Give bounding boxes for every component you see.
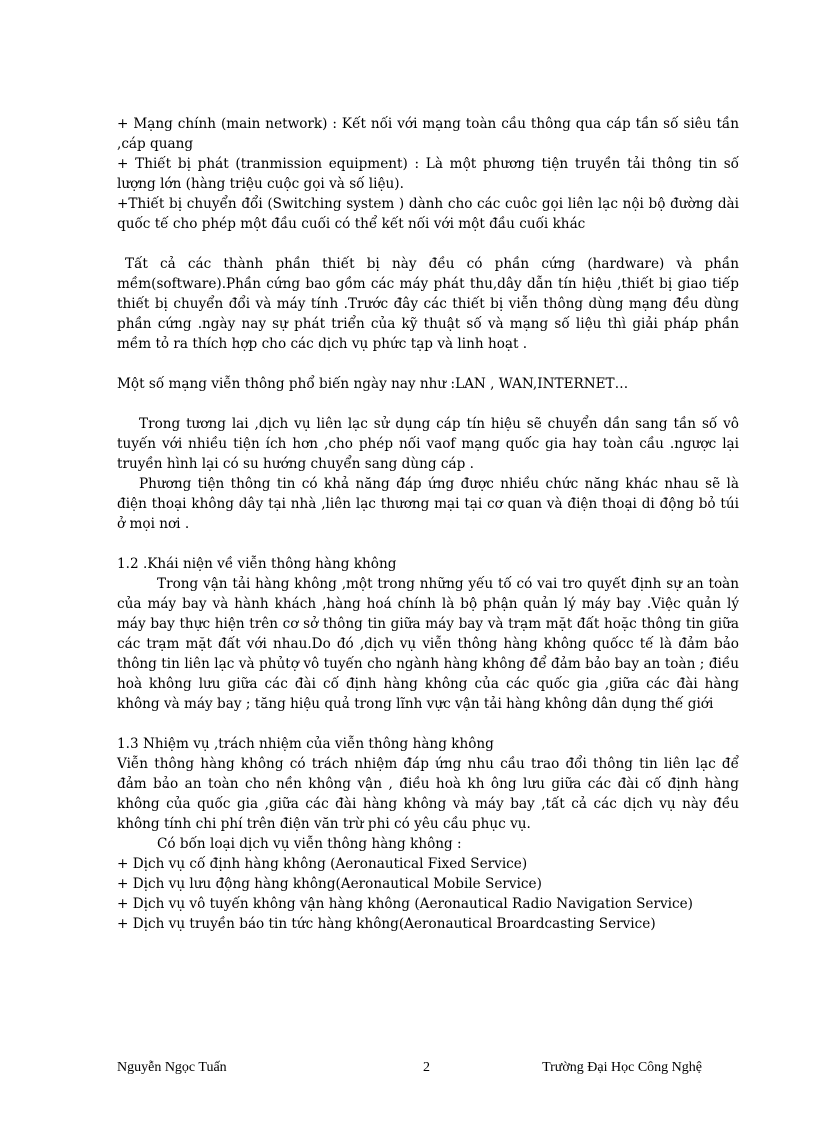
- intro-item-transmission: + Thiết bị phát (tranmission equipment) : Là một phương tiện truyền tải thông tin số lượng lớn (hàng triệu cuộc gọi và số liệu).: [117, 156, 739, 192]
- spacer: [117, 714, 739, 734]
- service-item-fixed: + Dịch vụ cố định hàng không (Aeronautical Fixed Service): [117, 856, 528, 872]
- service-item-broadcasting: + Dịch vụ truyền báo tin tức hàng không(Aeronautical Broardcasting Service): [117, 916, 656, 932]
- spacer: [117, 394, 739, 414]
- page-footer: [117, 1058, 702, 1078]
- footer-author: Nguyễn Ngọc Tuấn: [117, 1060, 227, 1075]
- networks-line: Một số mạng viễn thông phổ biến ngày nay như :LAN , WAN,INTERNET…: [117, 376, 629, 392]
- hardware-paragraph: Tất cả các thành phần thiết bị này đều có phần cứng (hardware) và phần mềm(software).Phần cứng bao gồm các máy phát thu,dây dẫn tín hiệu ,thiết bị giao tiếp thiết bị chuyển đổi và máy tính .Trước đây các thiết bị viễn thông dùng mạng đều dùng phần cứng .ngày nay sự phát triển của kỹ thuật số và mạng số liệu thì giải pháp phần mềm tỏ ra thích hợp cho các dịch vụ phức tạp và linh hoạt .: [117, 256, 739, 352]
- footer-page-number: 2: [423, 1060, 430, 1075]
- section-1-3-heading: 1.3 Nhiệm vụ ,trách nhiệm của viễn thông hàng không: [117, 736, 494, 752]
- services-intro: Có bốn loại dịch vụ viễn thông hàng không :: [157, 836, 462, 852]
- section-1-3-paragraph: Viễn thông hàng không có trách nhiệm đáp ứng nhu cầu trao đổi thông tin liên lạc để đảm bảo an toàn cho nền không vận , điều hoà kh ông lưu giữa các đài cố định hàng không của quốc gia ,giữa các đài hàng không và máy bay ,tất cả các dịch vụ này đều không tính chi phí trên điện văn trừ phi có yêu cầu phục vụ.: [117, 756, 739, 832]
- spacer: [117, 534, 739, 554]
- media-paragraph: Phương tiện thông tin có khả năng đáp ứng được nhiều chức năng khác nhau sẽ là điện thoại không dây tại nhà ,liên lạc thương mại tại cơ quan và điện thoại di động bỏ túi ở mọi nơi .: [117, 476, 739, 532]
- intro-item-main-network: + Mạng chính (main network) : Kết nối với mạng toàn cầu thông qua cáp tần số siêu tần ,cáp quang: [117, 116, 739, 152]
- section-1-2-paragraph: Trong vận tải hàng không ,một trong những yếu tố có vai tro quyết định sự an toàn của máy bay và hành khách ,hàng hoá chính là bộ phận quản lý máy bay .Việc quản lý máy bay thực hiện trên cơ sở thông tin giữa máy bay và trạm mặt đất hoặc thông tin giữa các trạm mặt đất với nhau.Do đó ,dịch vụ viễn thông hàng không quốcc tế là đảm bảo thông tin liên lạc và phủtợ vô tuyến cho ngành hàng không để đảm bảo bay an toàn ; điều hoà không lưu giữa các đài cố định hàng không của các quốc gia ,giữa các đài hàng không và máy bay ; tăng hiệu quả trong lĩnh vực vận tải hàng không dân dụng thế giới: [117, 576, 739, 712]
- service-item-radio-navigation: + Dịch vụ vô tuyến không vận hàng không (Aeronautical Radio Navigation Service): [117, 896, 693, 912]
- page-content: [117, 114, 739, 934]
- intro-item-switching: +Thiết bị chuyển đổi (Switching system ) dành cho các cuôc gọi liên lạc nội bộ đường dài quốc tế cho phép một đầu cuối có thể kết nối với một đầu cuối khác: [117, 196, 739, 232]
- service-item-mobile: + Dịch vụ lưu động hàng không(Aeronautical Mobile Service): [117, 876, 542, 892]
- footer-school: Trường Đại Học Công Nghệ: [542, 1060, 702, 1075]
- future-paragraph: Trong tương lai ,dịch vụ liên lạc sử dụng cáp tín hiệu sẽ chuyển dần sang tần số vô tuyến với nhiều tiện ích hơn ,cho phép nối vaof mạng quốc gia hay toàn cầu .ngược lại truyền hình lại có su hướng chuyển sang dùng cáp .: [117, 416, 739, 472]
- section-1-2-heading: 1.2 .Khái niện về viễn thông hàng không: [117, 556, 397, 572]
- spacer: [117, 354, 739, 374]
- spacer: [117, 234, 739, 254]
